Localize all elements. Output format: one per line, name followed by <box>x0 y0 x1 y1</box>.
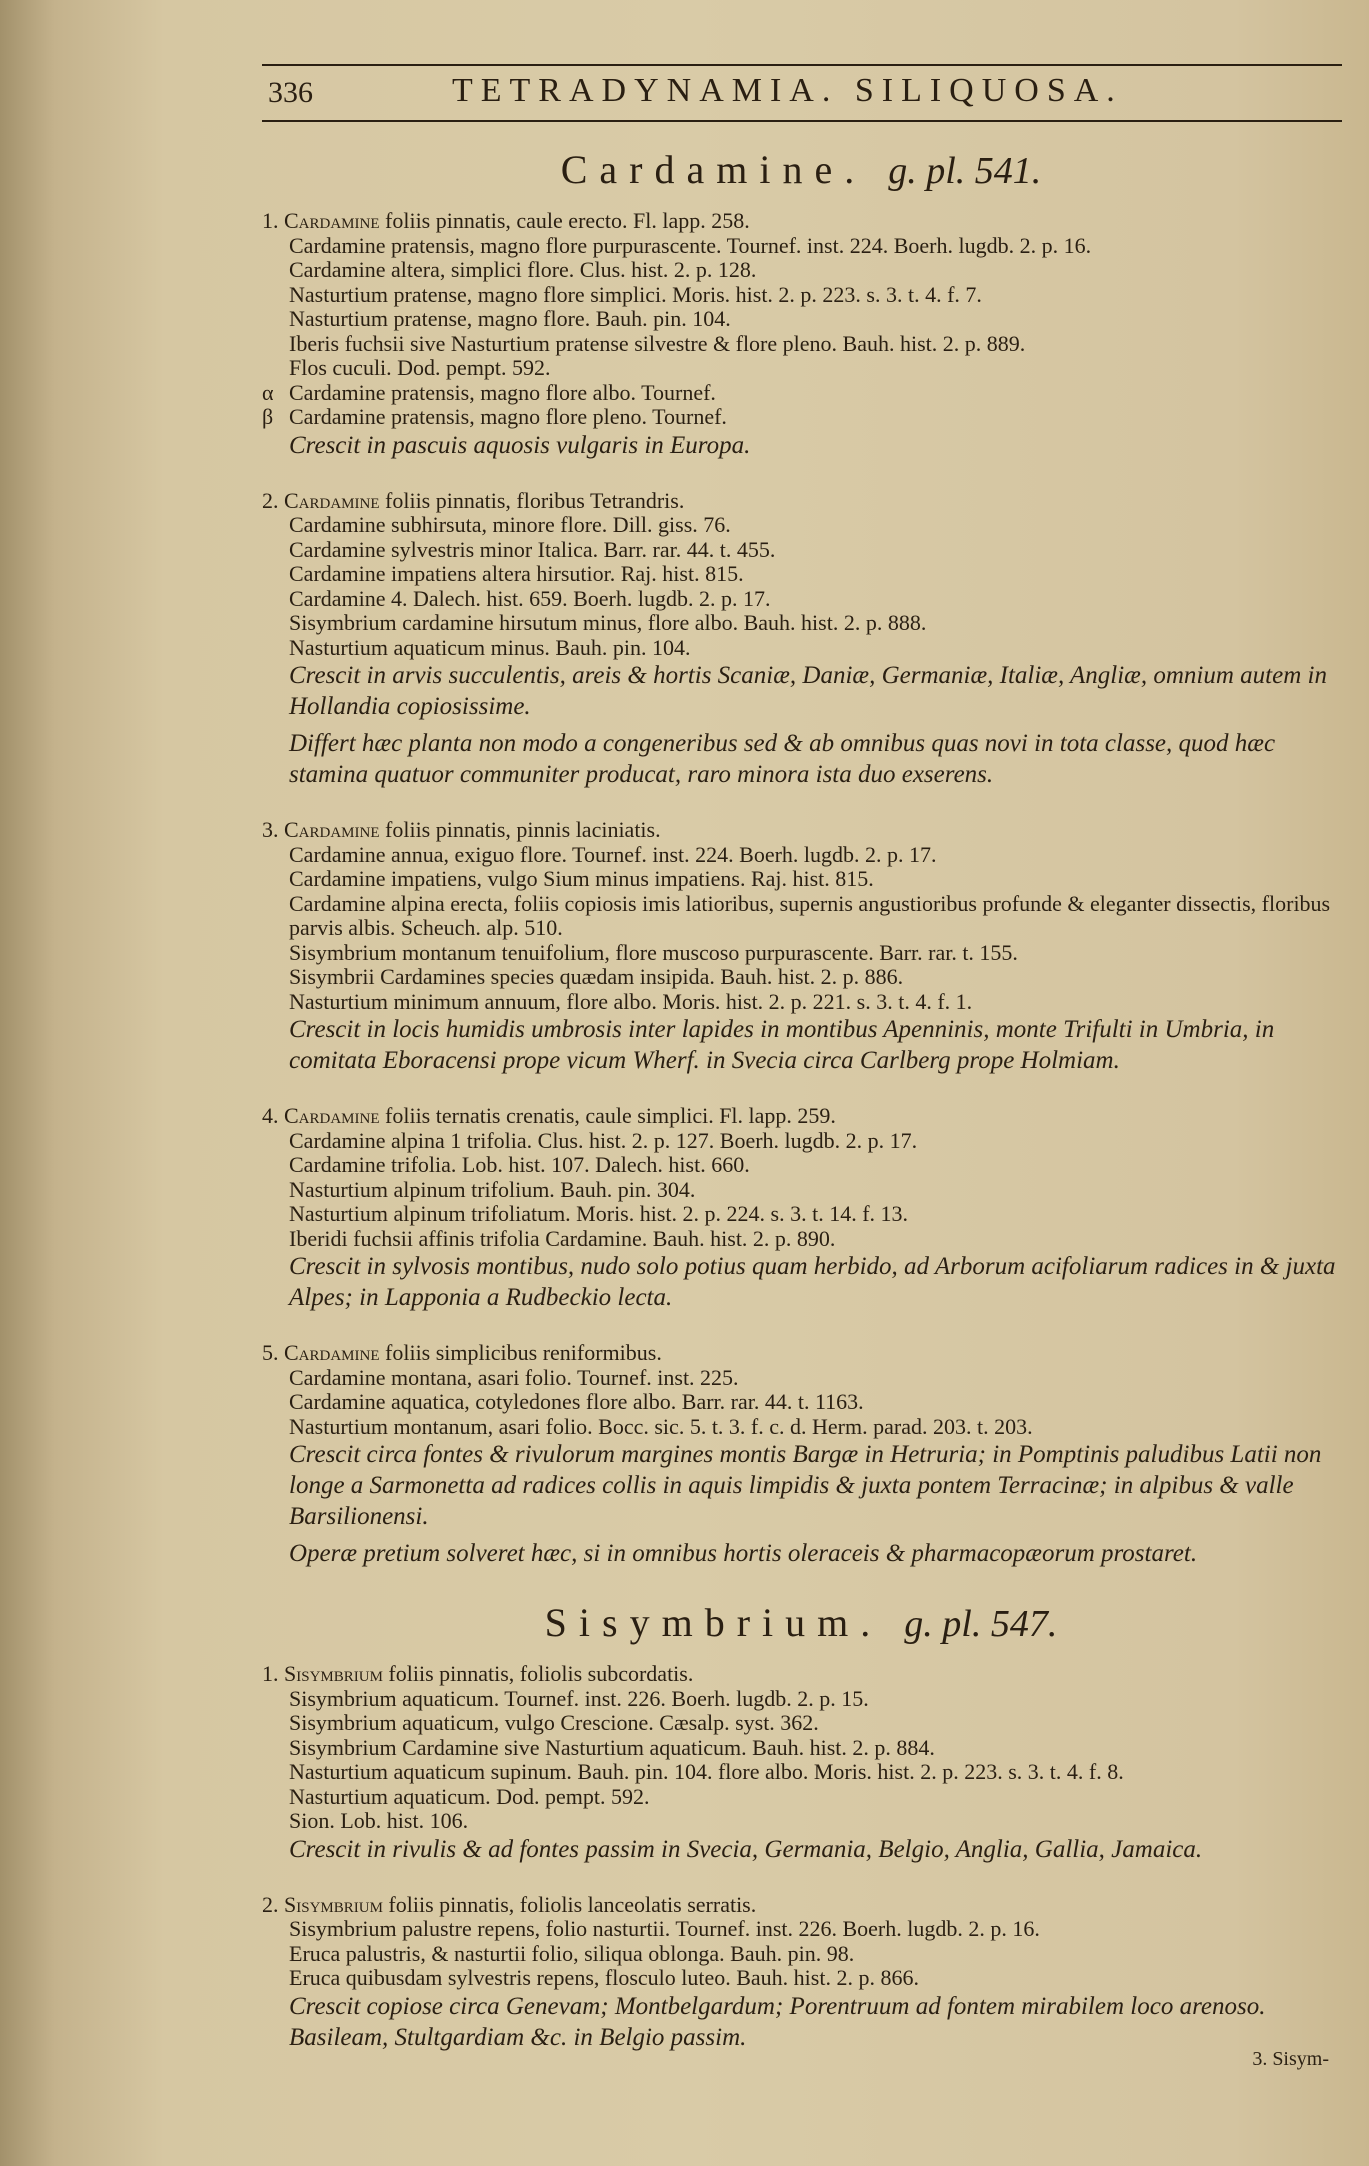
species-entry <box>262 1893 1340 2053</box>
habitat-text: Crescit in sylvosis montibus, nudo solo potius quam herbido, ad Arborum acifoliarum radices in & juxta Alpes; in Lapponia a Rudbeckio lecta. <box>289 1253 1336 1311</box>
species-lead: Cardamine <box>284 1340 380 1365</box>
synonym-line: Sisymbrium palustre repens, folio nasturtii. Tournef. inst. 226. Boerh. lugdb. 2. p. 16. <box>289 1916 1040 1941</box>
synonym-line: Cardamine subhirsuta, minore flore. Dill. giss. 76. <box>289 512 731 537</box>
species-entry <box>262 209 1340 461</box>
species-number: 4. <box>262 1103 279 1128</box>
variety-mark: α <box>262 379 274 405</box>
synonym-line: Sisymbrium aquaticum. Tournef. inst. 226. Boerh. lugdb. 2. p. 15. <box>289 1685 869 1711</box>
variety-text: Cardamine pratensis, magno flore albo. Tournef. <box>289 379 716 405</box>
synonym-line: Cardamine sylvestris minor Italica. Barr. rar. 44. t. 455. <box>289 536 776 562</box>
synonym-line: Nasturtium aquaticum. Dod. pempt. 592. <box>289 1783 650 1809</box>
page-header <box>262 58 1342 128</box>
species-entry <box>262 1104 1340 1313</box>
variety-line <box>262 405 1340 430</box>
variety-text: Cardamine pratensis, magno flore pleno. Tournef. <box>289 404 727 429</box>
variety-line <box>262 381 1340 406</box>
species-entry <box>262 818 1340 1076</box>
species-diagnosis: foliis simplicibus reniformibus. <box>385 1340 662 1365</box>
species-number: 3. <box>262 817 279 842</box>
synonym-line: Cardamine trifolia. Lob. hist. 107. Dalech. hist. 660. <box>289 1152 750 1177</box>
genus-ref: g. pl. 541. <box>888 150 1042 192</box>
synonym-line: Sisymbrium cardamine hirsutum minus, flore albo. Bauh. hist. 2. p. 888. <box>289 610 927 635</box>
genus-ref: g. pl. 547. <box>904 1603 1058 1645</box>
species-number: 1. <box>262 1661 279 1686</box>
synonym-line: Cardamine montana, asari folio. Tournef. inst. 225. <box>289 1364 739 1390</box>
synonym-line: Nasturtium aquaticum minus. Bauh. pin. 104. <box>289 634 691 660</box>
synonym-line: Sion. Lob. hist. 106. <box>289 1808 469 1833</box>
synonym-line: Nasturtium pratense, magno flore simplici. Moris. hist. 2. p. 223. s. 3. t. 4. f. 7. <box>289 281 982 307</box>
habitat-text: Crescit in locis humidis umbrosis inter lapides in montibus Apenninis, monte Trifulti in Umbria, in comitata Eboracensi prope vicum Wherf. in Svecia circa Carlberg prope Holmiam. <box>289 1016 1275 1074</box>
page-content <box>262 138 1340 2081</box>
variety-mark: β <box>262 404 274 429</box>
species-lead: Cardamine <box>284 817 380 842</box>
habitat-text: Crescit copiose circa Genevam; Montbelgardum; Porentruum ad fontem mirabilem loco arenoso. Basileam, Stultgardiam &c. in Belgio passim. <box>289 1992 1266 2051</box>
species-number: 5. <box>262 1340 279 1365</box>
synonym-line: Cardamine alpina 1 trifolia. Clus. hist. 2. p. 127. Boerh. lugdb. 2. p. 17. <box>289 1127 918 1153</box>
species-number: 1. <box>262 208 279 233</box>
synonym-line: Iberis fuchsii sive Nasturtium pratense silvestre & flore pleno. Bauh. hist. 2. p. 889. <box>289 330 1026 356</box>
species-diagnosis: foliis pinnatis, pinnis laciniatis. <box>385 817 661 842</box>
synonym-line: Cardamine altera, simplici flore. Clus. hist. 2. p. 128. <box>289 257 757 282</box>
header-rule-top <box>262 64 1342 66</box>
species-lead: Sisymbrium <box>284 1891 383 1917</box>
habitat-text: Crescit in rivulis & ad fontes passim in Svecia, Germania, Belgio, Anglia, Gallia, Jamaica. <box>289 1835 1203 1863</box>
species-lead: Cardamine <box>284 208 380 233</box>
synonym-line: Iberidi fuchsii affinis trifolia Cardamine. Bauh. hist. 2. p. 890. <box>289 1225 836 1251</box>
species-diagnosis: foliis ternatis crenatis, caule simplici. Fl. lapp. 259. <box>385 1103 836 1128</box>
species-lead: Cardamine <box>284 1103 380 1128</box>
synonym-line: Nasturtium alpinum trifoliatum. Moris. hist. 2. p. 224. s. 3. t. 14. f. 13. <box>289 1201 909 1226</box>
synonym-line: Cardamine impatiens altera hirsutior. Raj. hist. 815. <box>289 561 744 586</box>
species-number: 2. <box>262 1891 279 1917</box>
header-rule-bottom <box>262 120 1342 122</box>
synonym-line: Cardamine 4. Dalech. hist. 659. Boerh. lugdb. 2. p. 17. <box>289 585 771 611</box>
synonym-line: Nasturtium minimum annuum, flore albo. Moris. hist. 2. p. 221. s. 3. t. 4. f. 1. <box>289 988 973 1014</box>
species-lead: Sisymbrium <box>284 1661 383 1686</box>
synonym-line: Nasturtium pratense, magno flore. Bauh. pin. 104. <box>289 306 731 331</box>
genus-heading-cardamine <box>262 144 1340 197</box>
synonym-line: Flos cuculi. Dod. pempt. 592. <box>289 355 551 380</box>
synonym-line: Nasturtium alpinum trifolium. Bauh. pin. 304. <box>289 1176 696 1202</box>
page-number: 336 <box>268 76 313 109</box>
synonym-line: Cardamine annua, exiguo flore. Tournef. inst. 224. Boerh. lugdb. 2. p. 17. <box>289 841 937 867</box>
habitat-text: Crescit in arvis succulentis, areis & hortis Scaniæ, Daniæ, Germaniæ, Italiæ, Angliæ, omnium autem in Hollandia copiosissime. <box>289 662 1327 720</box>
species-lead: Cardamine <box>284 487 380 513</box>
species-entry <box>262 1662 1340 1865</box>
running-title: TETRADYNAMIA. SILIQUOSA. <box>452 72 1123 109</box>
species-diagnosis: foliis pinnatis, caule erecto. Fl. lapp. 258. <box>385 208 750 233</box>
synonym-line: Sisymbrium montanum tenuifolium, flore muscoso purpurascente. Barr. rar. t. 155. <box>289 939 1018 965</box>
catchword: 3. Sisym- <box>1252 2048 1329 2070</box>
genus-heading-sisymbrium <box>262 1597 1340 1650</box>
species-entry <box>262 489 1340 791</box>
synonym-line: Sisymbrium aquaticum, vulgo Crescione. Cæsalp. syst. 362. <box>289 1710 819 1735</box>
synonym-line: Eruca palustris, & nasturtii folio, siliqua oblonga. Bauh. pin. 98. <box>289 1940 855 1966</box>
species-entry <box>262 1341 1340 1569</box>
species-diagnosis: foliis pinnatis, foliolis subcordatis. <box>388 1661 694 1686</box>
synonym-line: Nasturtium montanum, asari folio. Bocc. sic. 5. t. 3. f. c. d. Herm. parad. 203. t. 203. <box>289 1413 1033 1439</box>
note-text: Operæ pretium solveret hæc, si in omnibus hortis oleraceis & pharmacopæorum prostaret. <box>289 1540 1198 1567</box>
synonym-line: Cardamine pratensis, magno flore purpurascente. Tournef. inst. 224. Boerh. lugdb. 2. p. 16. <box>289 232 1092 258</box>
species-diagnosis: foliis pinnatis, foliolis lanceolatis serratis. <box>388 1891 757 1917</box>
species-diagnosis: foliis pinnatis, floribus Tetrandris. <box>385 487 685 513</box>
genus-title: Sisymbrium. <box>544 1600 883 1645</box>
note-text: Differt hæc planta non modo a congeneribus sed & ab omnibus quas novi in tota classe, quod hæc stamina quatuor communiter producat, raro minora ista duo exserens. <box>289 730 1276 788</box>
synonym-line: Nasturtium aquaticum supinum. Bauh. pin. 104. flore albo. Moris. hist. 2. p. 223. s. 3. t. 4. f. 8. <box>289 1759 1124 1784</box>
synonym-line: Sisymbrii Cardamines species quædam insipida. Bauh. hist. 2. p. 886. <box>289 964 904 989</box>
habitat-text: Crescit circa fontes & rivulorum margines montis Bargæ in Hetruria; in Pomptinis paludibus Latii non longe a Sarmonetta ad radices collis in aquis limpidis & juxta pontem Terracinæ; in alpibus & valle Barsilionensi. <box>289 1441 1322 1530</box>
synonym-line: Eruca quibusdam sylvestris repens, flosculo luteo. Bauh. hist. 2. p. 866. <box>289 1965 919 1990</box>
habitat-text: Crescit in pascuis aquosis vulgaris in Europa. <box>289 431 751 459</box>
synonym-line: Sisymbrium Cardamine sive Nasturtium aquaticum. Bauh. hist. 2. p. 884. <box>289 1734 935 1760</box>
synonym-line: Cardamine impatiens, vulgo Sium minus impatiens. Raj. hist. 815. <box>289 866 874 891</box>
species-number: 2. <box>262 487 279 513</box>
synonym-line: Cardamine alpina erecta, foliis copiosis imis latioribus, supernis angustioribus profunde & eleganter dissectis, floribus parvis albis. Scheuch. alp. 510. <box>289 890 1331 940</box>
genus-title: Cardamine. <box>560 147 867 192</box>
synonym-line: Cardamine aquatica, cotyledones flore albo. Barr. rar. 44. t. 1163. <box>289 1389 864 1414</box>
